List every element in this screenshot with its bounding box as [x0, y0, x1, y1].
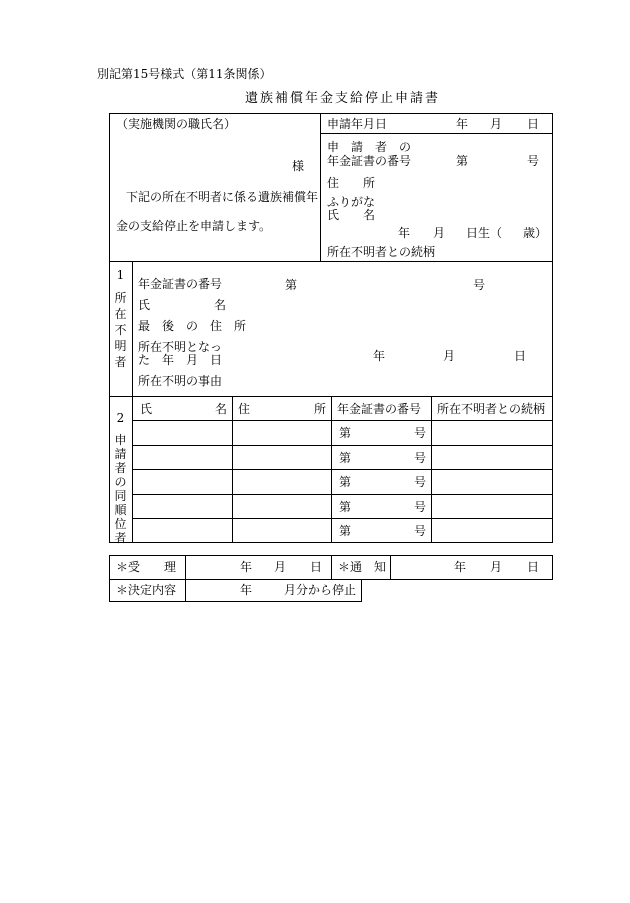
s2-row-go: 号 — [414, 524, 427, 538]
vchar: 順 — [114, 503, 127, 517]
applicant-furigana-label: ふりがな — [327, 195, 376, 209]
applicant-label-2: 年金証書の番号 — [327, 154, 412, 168]
s2-row-line — [132, 420, 553, 421]
office-divider — [390, 555, 391, 580]
s1-last-address-label: 最 後 の 住 所 — [138, 319, 247, 333]
vchar: の — [114, 475, 127, 489]
decision-year: 年 — [240, 583, 253, 597]
apply-date-divider — [320, 133, 553, 134]
vchar: 請 — [114, 447, 127, 461]
applicant-label-1: 申 請 者 の — [327, 140, 412, 154]
apply-month: 月 — [490, 117, 503, 131]
receipt-month: 月 — [274, 560, 287, 574]
section-1-label-divider — [132, 261, 133, 397]
receipt-year: 年 — [240, 560, 253, 574]
s2-col-cert: 年金証書の番号 — [337, 402, 422, 416]
s2-row-line — [132, 469, 553, 470]
applicant-cert-go: 号 — [527, 154, 540, 168]
relation-label: 所在不明者との続柄 — [327, 245, 436, 259]
s2-col-relation: 所在不明者との続柄 — [437, 402, 546, 416]
vchar: 明 — [114, 339, 127, 353]
notice-day: 日 — [527, 560, 540, 574]
s1-name-label-b: 名 — [214, 298, 227, 312]
notice-label: ＊通 知 — [338, 560, 387, 574]
s2-row-go: 号 — [414, 475, 427, 489]
form-reference: 別記第15号様式（第11条関係） — [97, 67, 272, 81]
section-2-vertical-label — [109, 433, 132, 545]
applicant-cert-dai: 第 — [456, 154, 469, 168]
birth-day: 日生（ — [466, 226, 503, 240]
vchar: 在 — [114, 307, 127, 321]
s2-row-dai: 第 — [339, 524, 352, 538]
vchar: 者 — [114, 461, 127, 475]
vchar: 位 — [114, 517, 127, 531]
receipt-label: ＊受 理 — [116, 560, 177, 574]
vchar: 所 — [114, 291, 127, 305]
decision-label: ＊決定内容 — [116, 583, 177, 597]
applicant-name-label: 氏 名 — [327, 208, 376, 222]
s2-row-dai: 第 — [339, 475, 352, 489]
s2-row-dai: 第 — [339, 500, 352, 514]
s1-name-label-a: 氏 — [138, 298, 151, 312]
s2-col-name-b: 名 — [215, 402, 228, 416]
s2-col-name-a: 氏 — [140, 402, 153, 416]
decision-month-text: 月分から停止 — [284, 583, 357, 597]
s1-cert-label: 年金証書の番号 — [138, 277, 223, 291]
statement-line-2: 金の支給停止を申請します。 — [116, 219, 272, 233]
s2-row-go: 号 — [414, 451, 427, 465]
s1-missing-month: 月 — [443, 349, 456, 363]
sama-label: 様 — [292, 159, 305, 173]
section-1-number: 1 — [116, 268, 125, 282]
apply-date-label: 申請年月日 — [327, 117, 388, 131]
s1-missing-day: 日 — [514, 349, 527, 363]
section-2-number: 2 — [116, 411, 125, 425]
office-divider — [331, 555, 332, 580]
section-1-vertical-label — [109, 290, 132, 370]
s2-row-dai: 第 — [339, 426, 352, 440]
s2-row-dai: 第 — [339, 451, 352, 465]
statement-line-1: 下記の所在不明者に係る遺族補償年 — [126, 190, 319, 204]
apply-year: 年 — [456, 117, 469, 131]
s1-missing-date-2: た 年 月 日 — [138, 353, 223, 367]
s2-row-go: 号 — [414, 500, 427, 514]
notice-year: 年 — [454, 560, 467, 574]
s1-cert-dai: 第 — [285, 278, 298, 292]
s2-row-line — [132, 494, 553, 495]
vchar: 申 — [114, 433, 127, 447]
birth-age: 歳） — [523, 226, 548, 240]
notice-month: 月 — [490, 560, 503, 574]
vchar: 者 — [114, 531, 127, 545]
s1-reason-label: 所在不明の事由 — [138, 374, 223, 388]
form-title: 遺族補償年金支給停止申請書 — [245, 91, 441, 106]
apply-day: 日 — [527, 117, 540, 131]
birth-month: 月 — [433, 226, 446, 240]
vchar: 不 — [114, 323, 127, 337]
s1-missing-year: 年 — [373, 349, 386, 363]
top-divider — [320, 113, 321, 262]
agency-label: （実施機関の職氏名） — [116, 117, 237, 131]
s2-row-line — [132, 445, 553, 446]
applicant-address-label: 住 所 — [327, 176, 376, 190]
s2-row-go: 号 — [414, 426, 427, 440]
s1-missing-date-1: 所在不明となっ — [138, 340, 223, 354]
s2-col-addr-b: 所 — [314, 402, 327, 416]
birth-year: 年 — [398, 226, 411, 240]
receipt-day: 日 — [310, 560, 323, 574]
vchar: 同 — [114, 489, 127, 503]
s2-col-addr-a: 住 — [238, 402, 251, 416]
s1-cert-go: 号 — [473, 278, 486, 292]
vchar: 者 — [114, 355, 127, 369]
s2-row-line — [132, 518, 553, 519]
